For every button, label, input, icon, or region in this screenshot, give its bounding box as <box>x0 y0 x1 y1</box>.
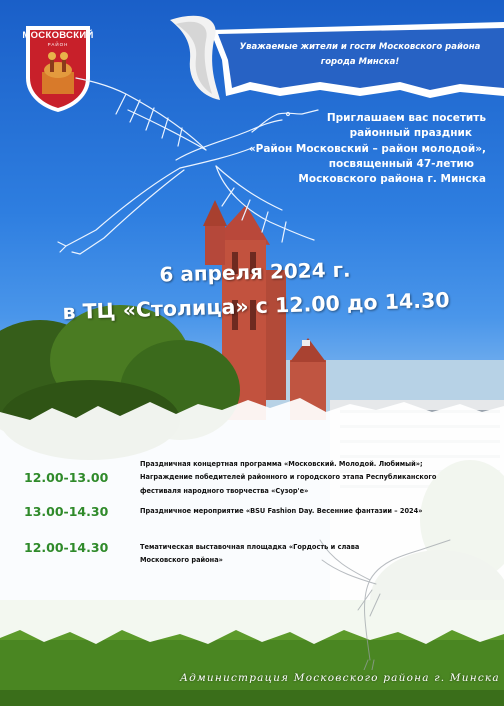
schedule-description <box>140 541 496 568</box>
schedule-time: 13.00-14.30 <box>24 504 109 519</box>
schedule-desc-line: Праздничная концертная программа «Московский. Молодой. Любимый»; <box>140 460 423 468</box>
invitation-line-2: районный праздник <box>349 127 472 140</box>
event-date: 6 апреля 2024 г. <box>159 257 351 287</box>
schedule-description <box>140 505 496 518</box>
schedule-time: 12.00-13.00 <box>24 470 109 485</box>
emblem-subtitle: РАЙОН <box>47 42 69 47</box>
emblem-title: МОСКОВСКИЙ <box>22 30 94 41</box>
greeting-line-2: города Минска! <box>320 57 400 67</box>
invitation-line-3: «Район Московский – район молодой», <box>248 142 486 155</box>
greeting-line-1: Уважаемые жители и гости Московского района <box>239 42 481 52</box>
invitation-line-1: Приглашаем вас посетить <box>326 112 486 124</box>
greeting-text <box>230 40 490 70</box>
schedule-time: 12.00-14.30 <box>24 540 109 555</box>
event-place: в ТЦ «Столица» с 12.00 до 14.30 <box>62 287 450 325</box>
footer-signature: Администрация Московского района г. Минска <box>180 672 500 684</box>
schedule-desc-line: Московского района» <box>140 556 223 565</box>
invitation-line-4: посвященный 47-летию <box>328 157 474 170</box>
schedule-desc-line: Праздничное мероприятие «BSU Fashion Day. Весенние фантазии – 2024» <box>140 507 423 515</box>
schedule-paper <box>0 398 504 648</box>
invitation-text <box>196 111 486 187</box>
schedule-description <box>140 458 496 498</box>
schedule-desc-line: Награждение победителей районного и городского этапа Республиканского <box>140 473 437 482</box>
invitation-line-5: Московского района г. Минска <box>298 173 486 186</box>
schedule-desc-line: Тематическая выставочная площадка «Гордость и слава <box>140 543 360 551</box>
schedule-desc-line: фестиваля народного творчества «Сузор'е» <box>140 486 309 495</box>
